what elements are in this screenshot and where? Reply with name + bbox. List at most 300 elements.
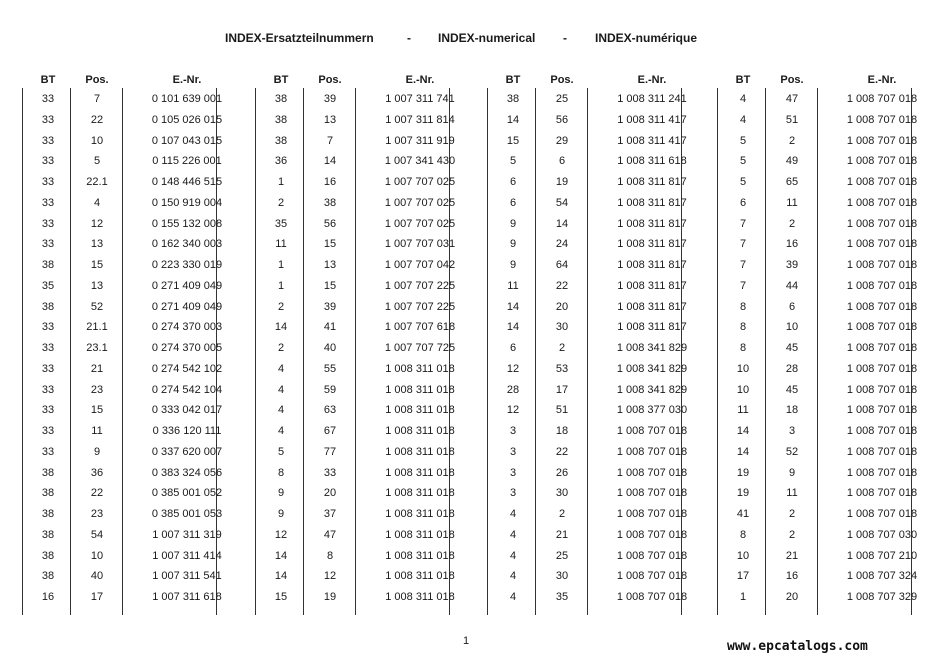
- table-row: [22, 111, 223, 132]
- cell-enr: 1 008 707 018: [846, 93, 918, 105]
- table-row: [487, 339, 688, 360]
- cell-bt: 4: [739, 113, 747, 126]
- table-row: [255, 547, 455, 568]
- cell-bt: 3: [509, 487, 517, 500]
- cell-pos: 19: [555, 176, 569, 188]
- cell-pos: 10: [90, 134, 104, 147]
- title-separator: -: [563, 31, 567, 45]
- cell-enr: 1 008 341 829: [616, 383, 688, 396]
- cell-enr: 1 008 707 018: [616, 487, 688, 500]
- cell-bt: 9: [277, 487, 285, 500]
- cell-pos: 40: [323, 342, 337, 354]
- cell-bt: 4: [509, 570, 517, 583]
- cell-pos: 25: [555, 93, 569, 105]
- table-row: [717, 90, 918, 111]
- table-row: [487, 484, 688, 505]
- table-row: [487, 152, 687, 173]
- index-table-block: [487, 70, 688, 609]
- table-header: [255, 70, 451, 90]
- cell-pos: 36: [90, 466, 104, 479]
- cell-enr: 1 008 311 817: [617, 238, 687, 251]
- cell-enr: 1 008 311 018: [385, 508, 455, 520]
- cell-bt: 4: [277, 404, 285, 417]
- table-row: [255, 111, 455, 132]
- cell-pos: 2: [788, 134, 796, 147]
- cell-enr: 0 155 132 008: [151, 217, 223, 230]
- cell-pos: 63: [323, 404, 337, 417]
- cell-enr: 1 008 707 018: [846, 259, 918, 271]
- cell-enr: 1 008 341 829: [616, 342, 688, 354]
- cell-enr: 0 383 324 056: [151, 466, 223, 479]
- cell-bt: 12: [506, 404, 520, 417]
- cell-bt: 35: [274, 217, 288, 230]
- cell-pos: 2: [558, 508, 566, 520]
- table-body: [255, 90, 456, 609]
- cell-pos: 23: [90, 508, 104, 520]
- cell-bt: 9: [277, 508, 285, 520]
- table-row: [717, 235, 918, 256]
- table-header: [487, 70, 683, 90]
- title-separator: -: [407, 31, 411, 45]
- table-row: [717, 567, 918, 588]
- cell-bt: 33: [41, 342, 55, 354]
- table-row: [22, 422, 222, 443]
- cell-pos: 33: [323, 466, 337, 479]
- cell-pos: 10: [90, 549, 104, 562]
- title-english: INDEX-numerical: [438, 31, 536, 45]
- cell-bt: 7: [739, 238, 747, 251]
- cell-pos: 45: [785, 342, 799, 354]
- cell-enr: 1 008 311 018: [385, 362, 455, 375]
- table-row: [487, 235, 687, 256]
- cell-pos: 21: [90, 362, 104, 375]
- cell-enr: 0 385 001 053: [151, 508, 223, 520]
- cell-enr: 1 008 311 817: [617, 300, 687, 313]
- cell-pos: 65: [785, 176, 799, 188]
- cell-enr: 1 008 707 018: [846, 321, 918, 334]
- cell-pos: 77: [323, 445, 337, 458]
- cell-pos: 13: [90, 238, 104, 251]
- table-row: [255, 215, 456, 236]
- table-row: [255, 422, 455, 443]
- table-row: [487, 215, 687, 236]
- cell-pos: 17: [555, 383, 569, 396]
- column-header-pos: Pos.: [85, 74, 109, 86]
- table-row: [22, 173, 223, 194]
- cell-enr: 1 008 707 018: [846, 487, 918, 500]
- cell-bt: 35: [41, 279, 55, 292]
- cell-pos: 17: [90, 591, 104, 603]
- cell-enr: 1 008 707 018: [616, 591, 688, 603]
- cell-enr: 1 008 707 018: [846, 342, 918, 354]
- cell-enr: 0 101 639 001: [151, 93, 223, 105]
- cell-pos: 52: [785, 445, 799, 458]
- cell-bt: 11: [737, 404, 749, 417]
- cell-bt: 9: [509, 217, 517, 230]
- page-number: 1: [463, 635, 470, 647]
- cell-bt: 9: [509, 238, 517, 251]
- cell-pos: 11: [786, 196, 798, 209]
- cell-bt: 4: [509, 528, 517, 541]
- table-row: [255, 339, 456, 360]
- cell-bt: 38: [41, 259, 55, 271]
- cell-bt: 33: [41, 93, 55, 105]
- cell-pos: 14: [555, 217, 569, 230]
- cell-bt: 38: [274, 93, 288, 105]
- table-row: [255, 318, 456, 339]
- cell-pos: 9: [93, 445, 101, 458]
- table-row: [22, 360, 223, 381]
- cell-bt: 2: [277, 196, 285, 209]
- cell-enr: 0 333 042 017: [151, 404, 223, 417]
- cell-pos: 15: [90, 404, 104, 417]
- cell-bt: 14: [506, 300, 520, 313]
- cell-pos: 23.1: [86, 342, 108, 354]
- cell-enr: 1 007 707 725: [384, 342, 456, 354]
- cell-enr: 1 008 707 329: [846, 591, 918, 603]
- cell-enr: 1 008 707 018: [846, 238, 918, 251]
- index-table-block: [717, 70, 918, 609]
- cell-enr: 0 336 120 111: [152, 425, 222, 437]
- cell-enr: 1 007 707 225: [384, 279, 456, 292]
- table-row: [717, 360, 918, 381]
- table-row: [487, 588, 688, 609]
- cell-pos: 39: [785, 259, 799, 271]
- cell-bt: 38: [41, 528, 55, 541]
- table-row: [255, 152, 456, 173]
- cell-bt: 4: [739, 93, 747, 105]
- table-row: [255, 484, 455, 505]
- cell-pos: 11: [786, 487, 798, 500]
- table-header: [717, 70, 913, 90]
- cell-pos: 28: [785, 362, 799, 375]
- cell-bt: 15: [506, 134, 520, 147]
- cell-bt: 38: [41, 466, 55, 479]
- table-row: [255, 173, 456, 194]
- cell-enr: 1 008 707 210: [846, 549, 918, 562]
- table-row: [717, 588, 918, 609]
- cell-enr: 1 008 707 018: [616, 445, 688, 458]
- cell-pos: 8: [326, 549, 334, 562]
- index-table-block: [255, 70, 456, 609]
- table-row: [22, 132, 223, 153]
- column-header-enr: E.-Nr.: [405, 74, 435, 86]
- cell-pos: 21.1: [86, 321, 108, 334]
- cell-enr: 1 007 311 319: [152, 528, 222, 541]
- cell-pos: 14: [323, 155, 337, 168]
- table-row: [487, 298, 687, 319]
- cell-pos: 20: [555, 300, 569, 313]
- cell-bt: 11: [275, 238, 287, 251]
- cell-pos: 19: [323, 591, 337, 603]
- cell-bt: 38: [41, 570, 55, 583]
- cell-bt: 28: [506, 383, 520, 396]
- cell-bt: 38: [41, 549, 55, 562]
- cell-pos: 20: [323, 487, 337, 500]
- cell-bt: 2: [277, 342, 285, 354]
- cell-pos: 44: [785, 279, 799, 292]
- cell-pos: 26: [555, 466, 569, 479]
- table-row: [22, 464, 223, 485]
- cell-pos: 49: [785, 155, 799, 168]
- cell-bt: 12: [274, 528, 288, 541]
- cell-bt: 14: [506, 321, 520, 334]
- cell-enr: 1 008 707 018: [616, 549, 688, 562]
- cell-bt: 33: [41, 445, 55, 458]
- cell-enr: 1 008 707 018: [846, 176, 918, 188]
- table-row: [22, 298, 223, 319]
- cell-enr: 1 008 311 018: [385, 487, 455, 500]
- cell-pos: 38: [323, 196, 337, 209]
- cell-pos: 10: [785, 321, 799, 334]
- cell-enr: 1 008 707 018: [616, 570, 688, 583]
- cell-bt: 1: [277, 279, 285, 292]
- cell-bt: 6: [509, 342, 517, 354]
- cell-bt: 33: [41, 217, 55, 230]
- cell-pos: 53: [555, 362, 569, 375]
- cell-enr: 1 008 311 817: [617, 217, 687, 230]
- table-row: [717, 277, 918, 298]
- cell-pos: 12: [90, 217, 104, 230]
- cell-bt: 16: [41, 591, 55, 603]
- column-header-bt: BT: [273, 74, 289, 86]
- cell-enr: 1 008 311 018: [385, 425, 455, 437]
- table-row: [22, 256, 223, 277]
- cell-bt: 7: [739, 259, 747, 271]
- table-row: [717, 381, 918, 402]
- column-header-pos: Pos.: [550, 74, 574, 86]
- table-row: [487, 547, 688, 568]
- cell-pos: 56: [323, 217, 337, 230]
- table-row: [717, 339, 918, 360]
- cell-bt: 6: [509, 176, 517, 188]
- cell-bt: 36: [274, 155, 288, 168]
- cell-bt: 33: [41, 383, 55, 396]
- table-row: [22, 443, 223, 464]
- cell-bt: 33: [41, 425, 55, 437]
- cell-enr: 0 105 026 015: [151, 113, 223, 126]
- table-row: [255, 90, 455, 111]
- table-row: [255, 464, 455, 485]
- cell-pos: 35: [555, 591, 569, 603]
- title-german: INDEX-Ersatzteilnummern: [225, 31, 374, 45]
- cell-bt: 3: [509, 445, 517, 458]
- cell-bt: 4: [277, 362, 285, 375]
- table-row: [717, 422, 918, 443]
- cell-pos: 13: [323, 259, 337, 271]
- cell-enr: 1 008 707 018: [846, 155, 918, 168]
- cell-enr: 1 008 311 018: [385, 383, 455, 396]
- cell-pos: 13: [323, 113, 337, 126]
- column-header-bt: BT: [40, 74, 56, 86]
- cell-bt: 15: [274, 591, 288, 603]
- cell-enr: 1 007 707 031: [384, 238, 456, 251]
- table-row: [22, 401, 223, 422]
- cell-enr: 1 007 707 225: [384, 300, 456, 313]
- cell-pos: 30: [555, 487, 569, 500]
- cell-bt: 19: [736, 487, 750, 500]
- cell-bt: 41: [736, 508, 750, 520]
- table-row: [22, 567, 222, 588]
- table-row: [717, 256, 918, 277]
- cell-enr: 1 008 707 018: [616, 466, 688, 479]
- table-row: [22, 152, 222, 173]
- cell-pos: 30: [555, 570, 569, 583]
- column-header-enr: E.-Nr.: [867, 74, 897, 86]
- cell-enr: 0 150 919 004: [151, 196, 223, 209]
- cell-bt: 38: [274, 113, 288, 126]
- cell-pos: 5: [93, 155, 101, 168]
- cell-pos: 40: [90, 570, 104, 583]
- table-row: [487, 194, 687, 215]
- cell-enr: 1 008 707 018: [846, 196, 918, 209]
- cell-enr: 1 008 707 018: [616, 508, 688, 520]
- table-row: [255, 526, 455, 547]
- cell-pos: 51: [785, 113, 799, 126]
- cell-pos: 7: [93, 93, 101, 105]
- cell-enr: 1 008 707 018: [846, 362, 918, 375]
- table-row: [717, 547, 918, 568]
- cell-pos: 2: [788, 217, 796, 230]
- cell-bt: 4: [509, 508, 517, 520]
- cell-pos: 56: [555, 113, 569, 126]
- table-row: [487, 90, 687, 111]
- table-row: [717, 526, 918, 547]
- cell-pos: 64: [555, 259, 569, 271]
- cell-enr: 1 008 707 018: [846, 404, 918, 417]
- cell-pos: 22: [90, 113, 104, 126]
- cell-bt: 14: [736, 445, 750, 458]
- cell-pos: 25: [555, 549, 569, 562]
- cell-enr: 0 274 370 005: [151, 342, 223, 354]
- cell-enr: 1 008 311 618: [617, 155, 687, 168]
- cell-bt: 6: [509, 196, 517, 209]
- cell-pos: 23: [90, 383, 104, 396]
- cell-bt: 4: [277, 383, 285, 396]
- table-row: [255, 588, 455, 609]
- cell-pos: 22: [555, 445, 569, 458]
- cell-bt: 4: [509, 591, 517, 603]
- cell-pos: 22: [555, 279, 569, 292]
- table-row: [487, 256, 687, 277]
- cell-pos: 37: [323, 508, 337, 520]
- cell-pos: 16: [785, 238, 799, 251]
- cell-enr: 1 008 311 018: [385, 549, 455, 562]
- column-header-enr: E.-Nr.: [637, 74, 667, 86]
- cell-pos: 51: [555, 404, 569, 417]
- cell-enr: 1 008 311 817: [617, 259, 687, 271]
- cell-bt: 19: [736, 466, 750, 479]
- table-row: [717, 194, 918, 215]
- table-row: [487, 132, 687, 153]
- table-row: [22, 505, 223, 526]
- cell-enr: 1 008 707 030: [846, 528, 918, 541]
- table-row: [487, 111, 687, 132]
- cell-pos: 2: [558, 342, 566, 354]
- cell-pos: 9: [788, 466, 796, 479]
- cell-bt: 10: [736, 549, 750, 562]
- table-row: [255, 381, 455, 402]
- table-header: [22, 70, 218, 90]
- cell-pos: 52: [90, 300, 104, 313]
- cell-enr: 1 007 311 814: [385, 113, 455, 126]
- cell-enr: 1 008 707 018: [616, 425, 688, 437]
- cell-enr: 1 007 707 025: [384, 217, 456, 230]
- cell-enr: 1 007 311 618: [152, 591, 222, 603]
- table-row: [22, 484, 223, 505]
- table-row: [255, 567, 455, 588]
- cell-enr: 0 148 446 515: [151, 176, 223, 188]
- cell-enr: 1 008 707 018: [846, 445, 918, 458]
- table-row: [255, 401, 455, 422]
- cell-bt: 6: [739, 196, 747, 209]
- table-row: [717, 173, 918, 194]
- cell-bt: 8: [739, 321, 747, 334]
- cell-pos: 39: [323, 300, 337, 313]
- table-row: [255, 360, 455, 381]
- table-row: [22, 277, 223, 298]
- cell-bt: 14: [274, 321, 288, 334]
- table-row: [255, 235, 456, 256]
- column-header-bt: BT: [735, 74, 751, 86]
- cell-bt: 8: [739, 342, 747, 354]
- cell-pos: 18: [785, 404, 799, 417]
- cell-pos: 54: [90, 528, 104, 541]
- cell-bt: 33: [41, 238, 55, 251]
- cell-enr: 0 337 620 007: [151, 445, 223, 458]
- cell-bt: 3: [509, 425, 517, 437]
- table-row: [22, 339, 223, 360]
- cell-bt: 38: [41, 300, 55, 313]
- cell-bt: 1: [277, 176, 285, 188]
- cell-pos: 30: [555, 321, 569, 334]
- cell-enr: 1 008 707 018: [846, 425, 918, 437]
- cell-bt: 38: [41, 508, 55, 520]
- cell-enr: 0 223 330 019: [151, 259, 223, 271]
- cell-enr: 1 008 311 018: [385, 591, 455, 603]
- cell-bt: 33: [41, 321, 55, 334]
- cell-pos: 41: [323, 321, 337, 334]
- cell-bt: 5: [739, 134, 747, 147]
- cell-enr: 1 007 707 025: [384, 196, 456, 209]
- cell-enr: 1 007 311 741: [385, 93, 455, 105]
- cell-enr: 1 007 707 025: [384, 176, 456, 188]
- cell-enr: 1 007 707 042: [384, 259, 456, 271]
- cell-bt: 11: [507, 279, 519, 292]
- table-row: [487, 318, 687, 339]
- cell-pos: 20: [785, 591, 799, 603]
- cell-enr: 0 271 409 049: [151, 279, 223, 292]
- cell-pos: 39: [323, 93, 337, 105]
- cell-pos: 2: [788, 508, 796, 520]
- table-row: [487, 277, 687, 298]
- cell-bt: 33: [41, 362, 55, 375]
- cell-enr: 1 008 707 018: [846, 279, 918, 292]
- cell-bt: 14: [274, 570, 288, 583]
- cell-bt: 9: [509, 259, 517, 271]
- cell-bt: 33: [41, 155, 55, 168]
- title-french: INDEX-numérique: [595, 31, 698, 45]
- table-row: [487, 381, 688, 402]
- cell-pos: 55: [323, 362, 337, 375]
- table-row: [717, 298, 918, 319]
- cell-bt: 5: [277, 445, 285, 458]
- table-row: [22, 547, 222, 568]
- cell-bt: 8: [277, 466, 285, 479]
- cell-bt: 4: [277, 425, 285, 437]
- table-body: [487, 90, 688, 609]
- cell-enr: 1 008 707 018: [846, 383, 918, 396]
